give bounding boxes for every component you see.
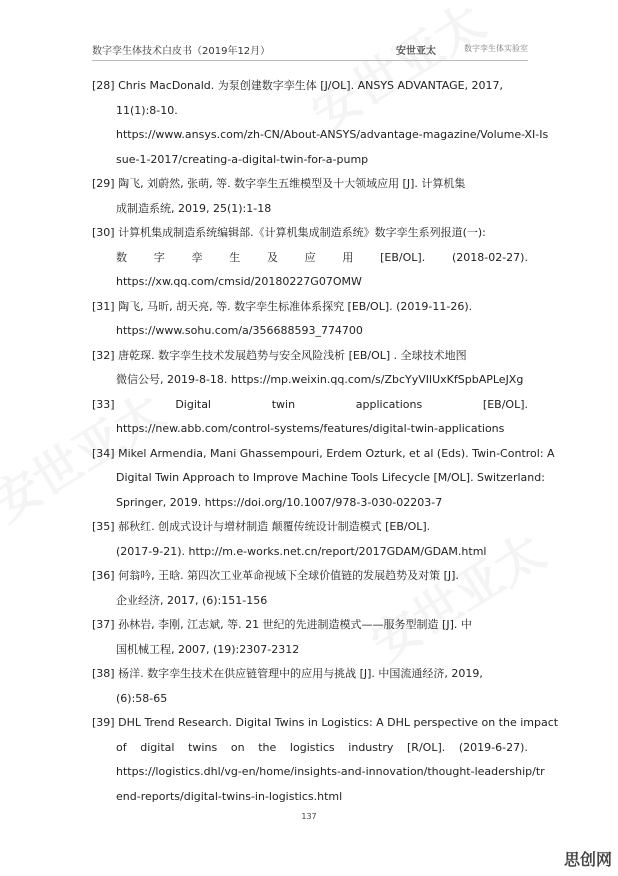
reference-word: of <box>116 740 127 754</box>
reference-line-justified <box>92 246 528 271</box>
reference-word: 数 <box>116 250 127 264</box>
reference-word: applications <box>355 397 423 411</box>
reference-line <box>92 148 528 173</box>
reference-text: 计算机集成制造系统编辑部.《计算机集成制造系统》数字孪生系列报道(一): <box>118 226 486 239</box>
reference-number: [30] <box>92 226 115 239</box>
reference-word: (2019-6-27). <box>458 740 528 754</box>
header-logo: 安世亚太 <box>396 46 436 57</box>
reference-word: digital <box>140 740 175 754</box>
reference-line <box>92 270 528 295</box>
reference-item <box>92 442 555 516</box>
reference-text: 成制造系统, 2019, 25(1):1-18 <box>116 201 272 215</box>
reference-text: Digital Twin Approach to Improve Machine Tools Lifecycle [M/OL]. Switzerland: <box>116 471 545 484</box>
page-number: 137 <box>301 812 317 821</box>
reference-line <box>92 662 528 687</box>
reference-number: [29] <box>92 177 115 190</box>
reference-number: [28] <box>92 79 115 92</box>
reference-text: Springer, 2019. https://doi.org/10.1007/978-3-030-02203-7 <box>116 495 443 509</box>
reference-line <box>92 589 528 614</box>
reference-text: sue-1-2017/creating-a-digital-twin-for-a-pump <box>116 152 369 166</box>
reference-word: industry <box>348 740 394 754</box>
reference-text: 杨洋. 数字孪生技术在供应链管理中的应用与挑战 [J]. 中国流通经济, 2019, <box>118 667 483 680</box>
reference-line <box>92 564 528 589</box>
reference-line <box>92 221 528 246</box>
reference-word: 孪 <box>191 250 203 264</box>
reference-line <box>92 491 528 516</box>
reference-line <box>92 540 528 565</box>
reference-line <box>92 515 528 540</box>
reference-word: 字 <box>153 250 165 264</box>
reference-number: [37] <box>92 618 115 631</box>
reference-text: 唐乾琛. 数字孪生技术发展趋势与安全风险浅析 [EB/OL] . 全球技术地图 <box>118 348 467 362</box>
reference-line <box>92 295 528 320</box>
reference-line-justified <box>92 736 528 761</box>
reference-line <box>92 711 559 736</box>
reference-line-justified <box>92 393 528 418</box>
reference-word: twin <box>271 397 296 411</box>
reference-line <box>92 442 555 467</box>
reference-number: [31] <box>92 299 115 313</box>
reference-text: https://logistics.dhl/vg-en/home/insights-and-innovation/thought-leadership/tr <box>116 765 545 778</box>
reference-word: 及 <box>266 250 278 264</box>
reference-text: https://www.ansys.com/zh-CN/About-ANSYS/advantage-magazine/Volume-XI-Is <box>116 128 549 141</box>
reference-line <box>92 687 528 712</box>
reference-text: https://new.abb.com/control-systems/features/digital-twin-applications <box>116 422 505 435</box>
reference-list <box>92 74 559 809</box>
reference-number: [38] <box>92 667 115 680</box>
reference-text: DHL Trend Research. Digital Twins in Logistics: A DHL perspective on the impact <box>118 716 559 729</box>
reference-line <box>92 74 528 99</box>
reference-line <box>92 99 528 124</box>
reference-line <box>92 638 528 663</box>
reference-text: (6):58-65 <box>116 691 168 705</box>
reference-line <box>92 785 528 810</box>
reference-number: [35] <box>92 520 115 533</box>
reference-item <box>92 711 559 809</box>
reference-item <box>92 172 528 221</box>
reference-word: [EB/OL]. <box>380 250 426 264</box>
corner-watermark: 思创网 <box>563 850 612 869</box>
reference-text: 陶飞, 刘蔚然, 张萌, 等. 数字孪生五维模型及十大领域应用 [J]. 计算机集 <box>118 177 466 190</box>
reference-word: logistics <box>289 740 335 754</box>
reference-number: [32] <box>92 348 115 362</box>
reference-number: [36] <box>92 569 115 582</box>
reference-item <box>92 74 549 172</box>
reference-text: https://www.sohu.com/a/356688593_774700 <box>116 324 363 337</box>
reference-line <box>92 368 528 393</box>
reference-text: end-reports/digital-twins-in-logistics.html <box>116 789 343 803</box>
header-subtitle: 数字孪生体实验室 <box>464 44 528 53</box>
reference-item <box>92 221 528 295</box>
reference-text: 11(1):8-10. <box>116 103 178 117</box>
reference-text: https://xw.qq.com/cmsid/20180227G07OMW <box>116 275 362 288</box>
reference-line <box>92 466 545 491</box>
reference-item <box>92 564 528 613</box>
reference-text: 微信公号, 2019-8-18. https://mp.weixin.qq.com/s/ZbcYyVIlUxKfSpbAPLeJXg <box>116 373 524 386</box>
reference-line <box>92 319 528 344</box>
reference-text: (2017-9-21). http://m.e-works.net.cn/report/2017GDAM/GDAM.html <box>116 544 487 558</box>
reference-word: (2018-02-27). <box>451 250 528 264</box>
reference-text: 何翁吟, 王晗. 第四次工业革命视域下全球价值链的发展趋势及对策 [J]. <box>118 569 459 582</box>
reference-number: [33] <box>92 397 115 411</box>
page-header <box>92 40 528 61</box>
reference-number: [34] <box>92 446 115 460</box>
reference-line <box>92 123 549 148</box>
reference-item <box>92 295 528 344</box>
reference-item <box>92 393 528 442</box>
reference-word: 生 <box>229 250 241 264</box>
reference-text: 企业经济, 2017, (6):151-156 <box>116 593 268 607</box>
reference-line <box>92 760 545 785</box>
reference-word: [R/OL]. <box>407 740 446 754</box>
reference-word: the <box>258 740 277 754</box>
reference-text: 郝秋红. 创成式设计与增材制造 颠覆传统设计制造模式 [EB/OL]. <box>118 520 431 533</box>
reference-word: 用 <box>342 250 354 264</box>
reference-line <box>92 613 528 638</box>
reference-word: twins <box>188 740 218 754</box>
reference-item <box>92 515 528 564</box>
reference-line <box>92 344 528 369</box>
reference-text: 国机械工程, 2007, (19):2307-2312 <box>116 642 300 656</box>
reference-item <box>92 344 528 393</box>
reference-word: Digital <box>175 397 211 411</box>
reference-line <box>92 417 528 442</box>
reference-text: 陶飞, 马昕, 胡天亮, 等. 数字孪生标准体系探究 [EB/OL]. (2019-11-26). <box>118 299 473 313</box>
reference-word: [EB/OL]. <box>482 397 528 411</box>
reference-text: Chris MacDonald. 为泵创建数字孪生体 [J/OL]. ANSYS ADVANTAGE, 2017, <box>118 79 504 92</box>
reference-line <box>92 172 528 197</box>
reference-number: [39] <box>92 716 115 729</box>
reference-text: Mikel Armendia, Mani Ghassempouri, Erdem Ozturk, et al (Eds). Twin-Control: A <box>118 446 555 460</box>
reference-item <box>92 662 528 711</box>
reference-word: on <box>230 740 245 754</box>
header-title: 数字孪生体技术白皮书（2019年12月） <box>92 46 271 57</box>
reference-word: 应 <box>304 250 316 264</box>
reference-line <box>92 197 528 222</box>
reference-text: 孙林岩, 李刚, 江志斌, 等. 21 世纪的先进制造模式——服务型制造 [J]. 中 <box>118 618 472 631</box>
reference-item <box>92 613 528 662</box>
